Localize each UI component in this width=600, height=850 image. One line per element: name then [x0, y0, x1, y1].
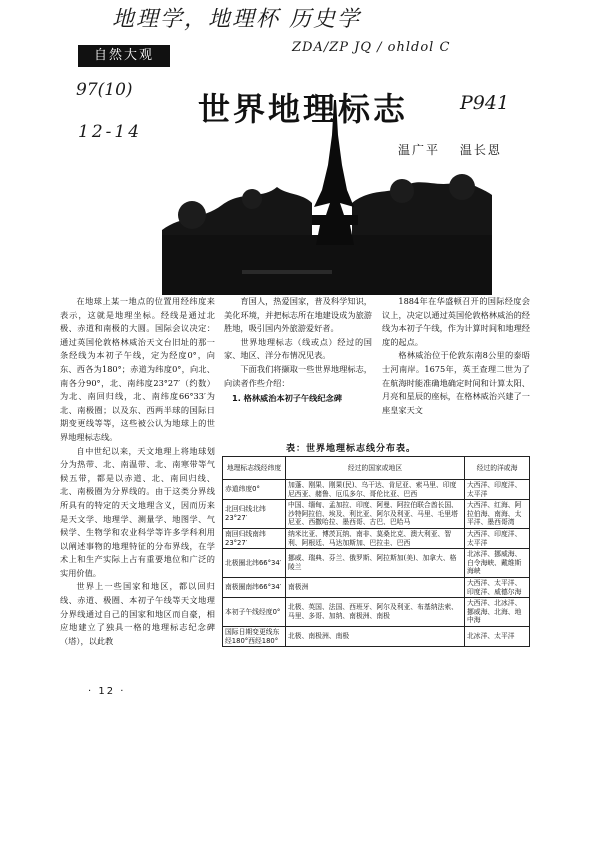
handwritten-call-number: ZDA/ZP JQ / ohldol C — [292, 40, 451, 55]
column-header: 地理标志线经纬度 — [223, 457, 286, 480]
table-cell: 中国、缅甸、孟加拉、印度、阿曼、阿拉伯联合酋长国、沙特阿拉伯、埃及、利比亚、阿尔及利亚、马里、毛里塔尼亚、西撒哈拉、墨西哥、古巴、巴哈马 — [286, 500, 465, 529]
table-cell: 大西洋、印度洋、太平洋 — [465, 480, 530, 500]
handwritten-issue: 97(10) — [76, 80, 133, 100]
table-row — [223, 500, 530, 529]
author-1: 温广平 — [398, 143, 441, 157]
column-header: 经过的国家或地区 — [286, 457, 465, 480]
table-row — [223, 626, 530, 646]
table-cell: 北回归线北纬23°27′ — [223, 500, 286, 529]
paragraph: 世界上一些国家和地区，都以回归线、赤道、极圈、本初子午线等天文地理分界线通过自己的国家和地区而自豪，相应地建立了独具一格的地理标志纪念碑（塔），以此教 — [60, 581, 215, 646]
geo-marker-table — [222, 456, 530, 647]
table-cell: 北冰洋、挪威海、白令海峡、戴维斯海峡 — [465, 549, 530, 578]
table-cell: 赤道纬度0° — [223, 480, 286, 500]
table-cell: 南回归线南纬23°27′ — [223, 528, 286, 548]
table-cell: 大西洋、印度洋、太平洋 — [465, 528, 530, 548]
article-title: 世界地理标志 — [198, 90, 409, 128]
table-row — [223, 480, 530, 500]
paragraph: 世界地理标志（线或点）经过的国家、地区、洋分布情况见表。 — [224, 336, 372, 361]
paragraph: 在地球上某一地点的位置用经纬度来表示，这就是地理坐标。经线是通过北极、赤道和南极的大圆。国际会议决定：通过英国伦敦格林威治天文台旧址的那一条经线为本初子午线，定为经度0°，向东、西各为180°；赤道为纬度0°，向北、南各分90°，北、南纬度23°27′（约数）为北、南回归线，北、南纬度66°33′为北、南极圈；以及东、西两半球的国际日期变更线等等，这些被公认为地球上的世界地理标志线。 — [60, 296, 215, 442]
handwritten-number: P941 — [460, 92, 510, 114]
paragraph: 自中世纪以来，天文地理上将地球划分为热带、北、南温带、北、南寒带等气候五带，都是以赤道、北、南回归线、北、南极圈为分界线的。由于这类分界线所具有的特定的天文地理含义，因而历来是天文学、地理学、测量学、地图学、气候学、生物学和农业科学等许多学科利用以阐述事物的地理特征的分布界线，在学术上和生产实际上占有重要地位和广泛的实用价值。 — [60, 445, 215, 578]
paragraph: 1884年在华盛顿召开的国际经度会议上，决定以通过英国伦敦格林威治的经线为本初子午线，作为计算时间和地理经度的起点。 — [382, 296, 530, 347]
table-cell: 南极洲 — [286, 577, 465, 597]
table-cell: 北冰洋、太平洋 — [465, 626, 530, 646]
table-header-row — [223, 457, 530, 480]
paragraph: 育国人，热爱国家，普及科学知识，美化环境，并把标志所在地建设成为旅游胜地，吸引国内外旅游爱好者。 — [224, 296, 372, 334]
table-cell: 大西洋、太平洋、印度洋、威德尔海 — [465, 577, 530, 597]
table-cell: 北极、英国、法国、西班牙、阿尔及利亚、布基纳法索、马里、多哥、加纳、南极洲、南极 — [286, 598, 465, 627]
table-row — [223, 528, 530, 548]
authors — [398, 141, 516, 158]
table-cell: 加蓬、刚果、刚果(民)、乌干达、肯尼亚、索马里、印度尼西亚、赭鲁、厄瓜多尔、哥伦比亚、巴西 — [286, 480, 465, 500]
table-row — [223, 598, 530, 627]
handwritten-pages: 12-14 — [78, 122, 143, 142]
table-cell: 大西洋、北冰洋、挪威海、北海、地中海 — [465, 598, 530, 627]
table-row — [223, 577, 530, 597]
author-2: 温长恩 — [459, 143, 502, 157]
table-cell: 挪威、瑞典、芬兰、俄罗斯、阿拉斯加(美)、加拿大、格陵兰 — [286, 549, 465, 578]
body-column-2 — [224, 295, 372, 406]
body-column-3 — [382, 295, 530, 417]
table-row — [223, 549, 530, 578]
table-cell: 北极、南极洲、南极 — [286, 626, 465, 646]
table-cell: 国际日期变更线东经180°西经180° — [223, 626, 286, 646]
handwritten-note-top: 地理学，地理杯 历史学 — [112, 7, 361, 32]
paragraph: 下面我们将撷取一些世界地理标志，向读者作些介绍： — [224, 363, 372, 388]
column-header: 经过的洋或海 — [465, 457, 530, 480]
page-number: · 12 · — [88, 686, 126, 697]
body-column-1 — [60, 295, 215, 648]
subsection-heading: 1. 格林威治本初子午线纪念碑 — [232, 393, 342, 404]
table-cell: 纳米比亚、博茨瓦纳、南非、莫桑比克、澳大利亚、智利、阿根廷、马达加斯加、巴拉圭、巴西 — [286, 528, 465, 548]
section-badge: 自然大观 — [78, 45, 170, 67]
table-cell: 北极圈北纬66°34′ — [223, 549, 286, 578]
table-cell: 本初子午线经度0° — [223, 598, 286, 627]
table-cell: 南极圈南纬66°34′ — [223, 577, 286, 597]
table-cell: 大西洋、红海、阿拉伯海、南海、太平洋、墨西哥湾 — [465, 500, 530, 529]
paragraph: 格林威治位于伦敦东南8公里的泰晤士河南岸。1675年，英王查理二世为了在航海时能准确地确定时间和计算太阳、月亮和星辰的座标，在格林威治兴建了一座皇家天文 — [382, 350, 530, 415]
table-caption: 表：世界地理标志线分布表。 — [286, 444, 417, 454]
